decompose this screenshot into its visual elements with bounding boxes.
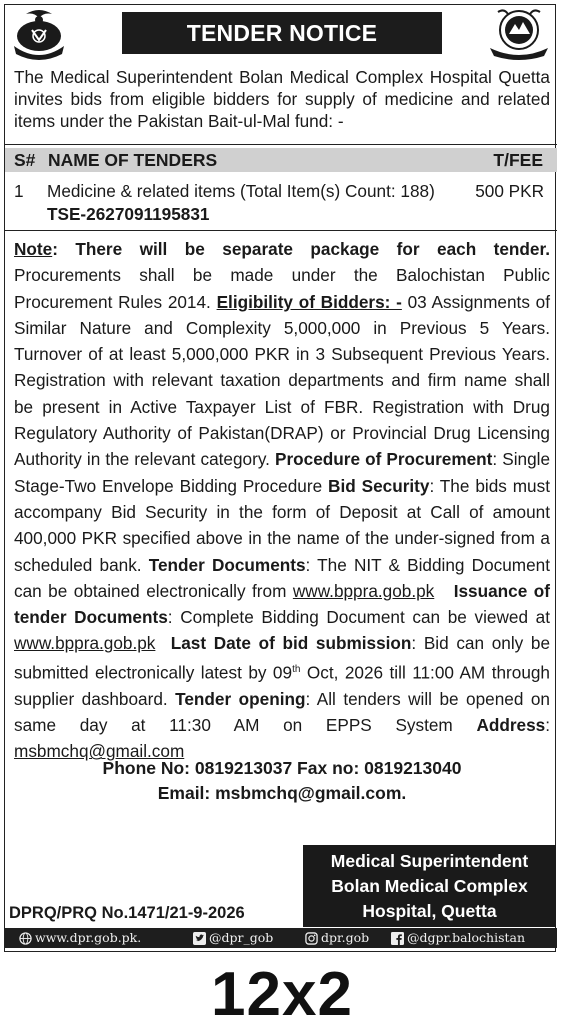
ad-size-label: 12x2 [211,960,353,1029]
tender-documents-label: Tender Documents [148,554,306,575]
address-email-link[interactable]: msbmchq@gmail.com [14,741,185,762]
footer-website[interactable] [19,928,141,948]
note-label: Note [14,239,53,259]
bppra-link-2[interactable]: www.bppra.gob.pk [14,633,156,654]
divider [5,230,557,231]
address-label: Address [476,715,546,736]
tender-opening-label: Tender opening [175,688,306,709]
column-header-name: NAME OF TENDERS [48,150,218,170]
facebook-icon [391,932,404,945]
globe-icon [19,932,32,945]
date-suffix: th [292,663,301,675]
footer-facebook[interactable] [391,928,525,948]
divider [5,144,557,145]
balochistan-emblem-logo [8,6,70,60]
note-procurement-rules: Procurements shall be made under the Balochistan Public Procurement Rules 2014. [14,265,550,312]
hospital-seal-logo [484,6,554,60]
facebook-handle: @dgpr.balochistan [407,930,526,945]
signature-title: Medical Superintendent [330,851,529,871]
phone-fax-line: Phone No: 0819213037 Fax no: 0819213040 [102,758,462,778]
last-date-label: Last Date of bid submission [170,633,412,654]
last-date-text: : Bid can only be submitted electronically latest by 09 [14,633,550,683]
dpr-reference-number: DPRQ/PRQ No.1471/21-9-2026 [9,904,245,922]
eligibility-label: Eligibility of Bidders: - [216,291,402,312]
procedure-text: : Single Stage-Two Envelope Bidding Procedure [14,449,551,496]
footer-social-bar [5,928,557,948]
row-tender-fee: 500 PKR [475,181,544,201]
column-header-sno: S# [14,150,36,170]
footer-twitter[interactable] [193,928,273,948]
procedure-label: Procedure of Procurement [275,449,493,470]
signature-organization: Bolan Medical Complex [331,876,528,896]
last-date-text-2: Oct, 2026 till 11:00 AM through supplier dashboard. [14,662,550,709]
issuance-label: Issuance of tender Documents [14,580,550,628]
tender-opening-text: : All tenders will be opened on same day at 11:30 AM on EPPS System [14,688,550,736]
website-text: www.dpr.gob.pk. [35,930,142,945]
email-line: Email: msbmchq@gmail.com. [157,783,407,803]
note-paragraph [14,236,550,765]
twitter-handle: @dpr_gob [209,930,274,945]
note-lead: : There will be separate package for each tender. [52,239,550,259]
bppra-link[interactable]: www.bppra.gob.pk [292,580,435,601]
address-separator: : [545,715,550,736]
signature-location: Hospital, Quetta [362,901,497,921]
eligibility-text: 03 Assignments of Similar Nature and Complexity 5,000,000 in Previous 5 Years. Turnover of at least 5,000,000 PKR in 3 Subsequent Previous Years. Registration with relevant taxation departments and firm name shall be present in Active Taxpayer List of FBR. Registration with Drug Regulatory Authority of Pakistan(DRAP) or Provincial Drug Licensing Authority in the relevant category. [14,291,550,470]
tender-documents-text: : The NIT & Bidding Document can be obtained electronically from [14,554,550,601]
twitter-icon [193,932,206,945]
row-tender-reference: TSE-2627091195831 [47,204,210,224]
footer-instagram[interactable] [305,928,369,948]
instagram-handle: dpr.gob [321,930,370,945]
row-sno: 1 [14,181,24,201]
signature-block [303,845,556,927]
issuance-text: : Complete Bidding Document can be viewed at [167,607,550,628]
notice-title: TENDER NOTICE [122,12,442,54]
instagram-icon [305,932,318,945]
table-header [5,148,557,172]
bid-security-label: Bid Security [328,475,430,496]
column-header-fee: T/FEE [493,150,543,170]
bid-security-text: : The bids must accompany Bid Security in the form of Deposit at Call of amount 400,000 PKR specified above in the name of the under-signed from a scheduled bank. [14,475,550,575]
intro-paragraph: The Medical Superintendent Bolan Medical Complex Hospital Quetta invites bids from eligible bidders for supply of medicine and related items under the Pakistan Bait-ul-Mal fund: - [14,67,550,131]
row-tender-name: Medicine & related items (Total Item(s) Count: 188) [47,181,435,201]
